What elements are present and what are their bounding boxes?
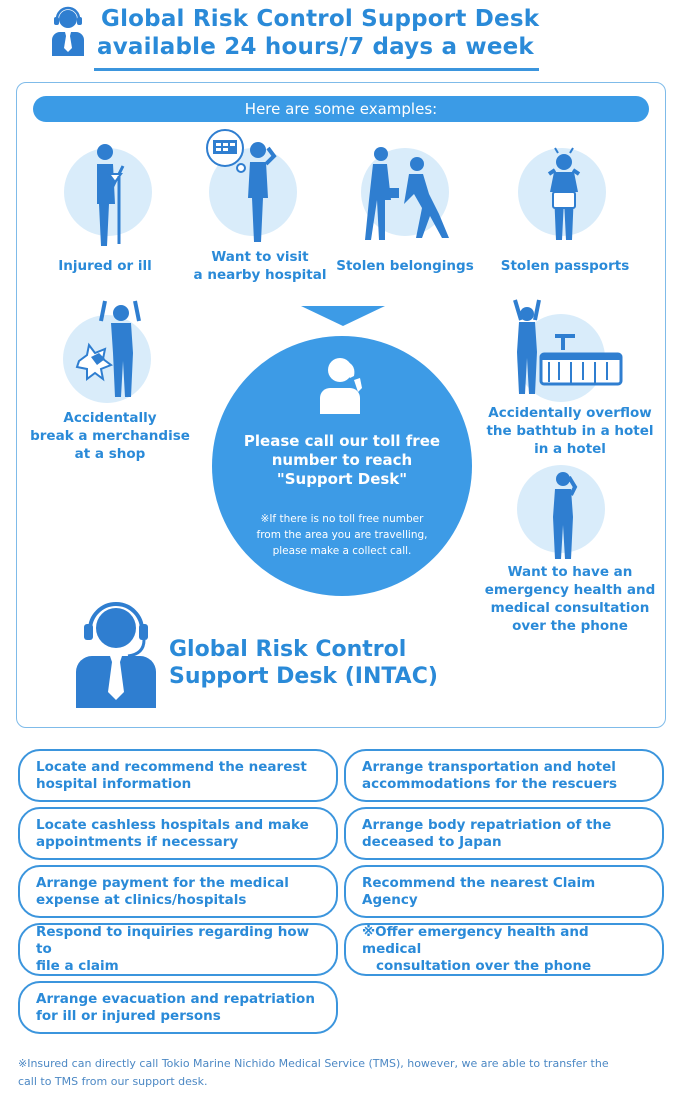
header-operator-icon xyxy=(50,6,86,56)
title-underline xyxy=(94,68,539,71)
example-stolen-belongings-label: Stolen belongings xyxy=(336,258,474,274)
example-break-label-line2: break a merchandise xyxy=(30,428,190,444)
service-right-4: ※Offer emergency health and medical consultation over the phone xyxy=(344,923,664,976)
service-left-4: Respond to inquiries regarding how to file a claim xyxy=(18,923,338,976)
examples-banner: Here are some examples: xyxy=(33,96,649,122)
example-bathtub-label-line2: the bathtub in a hotel xyxy=(486,423,654,439)
example-consultation-label-line1: Want to have an xyxy=(507,564,633,580)
footnote-line1: ※Insured can directly call Tokio Marine Nichido Medical Service (TMS), however, we are able to transfer the xyxy=(18,1057,609,1070)
service-left-3: Arrange payment for the medical expense at clinics/hospitals xyxy=(18,865,338,918)
injured-person-icon xyxy=(85,140,135,250)
example-injured-label: Injured or ill xyxy=(58,258,152,274)
support-desk-title-line1: Global Risk Control xyxy=(169,637,407,662)
call-note-line3: please make a collect call. xyxy=(272,545,412,557)
service-right-1: Arrange transportation and hotel accommodations for the rescuers xyxy=(344,749,664,802)
example-break-merchandise xyxy=(25,295,195,465)
phone-call-person-icon xyxy=(545,469,585,561)
example-hospital-label-line2: a nearby hospital xyxy=(193,267,327,283)
example-consultation-label-line3: medical consultation xyxy=(490,600,650,616)
service-left-2: Locate cashless hospitals and make appointments if necessary xyxy=(18,807,338,860)
call-text-line3: "Support Desk" xyxy=(276,470,408,488)
example-bathtub-label-line3: in a hotel xyxy=(534,441,606,457)
example-break-label-line3: at a shop xyxy=(74,446,146,462)
example-consultation-label-line2: emergency health and xyxy=(484,582,656,598)
page-title-line2: available 24 hours/7 days a week xyxy=(97,34,534,60)
call-text-line1: Please call our toll free xyxy=(243,432,441,450)
example-hospital xyxy=(195,128,325,288)
example-injured xyxy=(55,140,155,280)
thief-icon xyxy=(359,144,455,244)
example-break-label-line1: Accidentally xyxy=(63,410,157,426)
person-thinking-icon xyxy=(240,138,280,248)
caller-icon xyxy=(318,354,368,414)
support-desk-operator-icon xyxy=(76,596,156,708)
support-desk-title-line2: Support Desk (INTAC) xyxy=(169,664,438,689)
call-note-line2: from the area you are travelling, xyxy=(256,529,428,541)
example-bathtub xyxy=(475,292,665,462)
example-bathtub-label-line1: Accidentally overflow xyxy=(488,405,652,421)
example-hospital-label-line1: Want to visit xyxy=(211,249,309,265)
service-right-2: Arrange body repatriation of the deceased to Japan xyxy=(344,807,664,860)
call-note-line1: ※If there is no toll free number xyxy=(260,513,424,525)
service-left-5: Arrange evacuation and repatriation for ill or injured persons xyxy=(18,981,338,1034)
footnote-line2: call to TMS from our support desk. xyxy=(18,1075,208,1088)
page-title-line1: Global Risk Control Support Desk xyxy=(101,6,540,32)
service-left-1: Locate and recommend the nearest hospital information xyxy=(18,749,338,802)
call-text-line2: number to reach xyxy=(271,451,413,469)
down-arrow-icon xyxy=(301,306,385,326)
service-right-3: Recommend the nearest Claim Agency xyxy=(344,865,664,918)
example-stolen-passports-label: Stolen passports xyxy=(500,258,630,274)
call-circle xyxy=(212,336,472,596)
passport-owner-icon xyxy=(539,144,589,244)
example-consultation xyxy=(475,465,665,640)
bathtub-overflow-icon xyxy=(511,292,631,404)
example-stolen-belongings xyxy=(336,140,474,280)
example-consultation-label-line4: over the phone xyxy=(512,618,628,634)
broken-merchandise-icon xyxy=(75,295,155,405)
example-stolen-passports xyxy=(500,140,630,280)
